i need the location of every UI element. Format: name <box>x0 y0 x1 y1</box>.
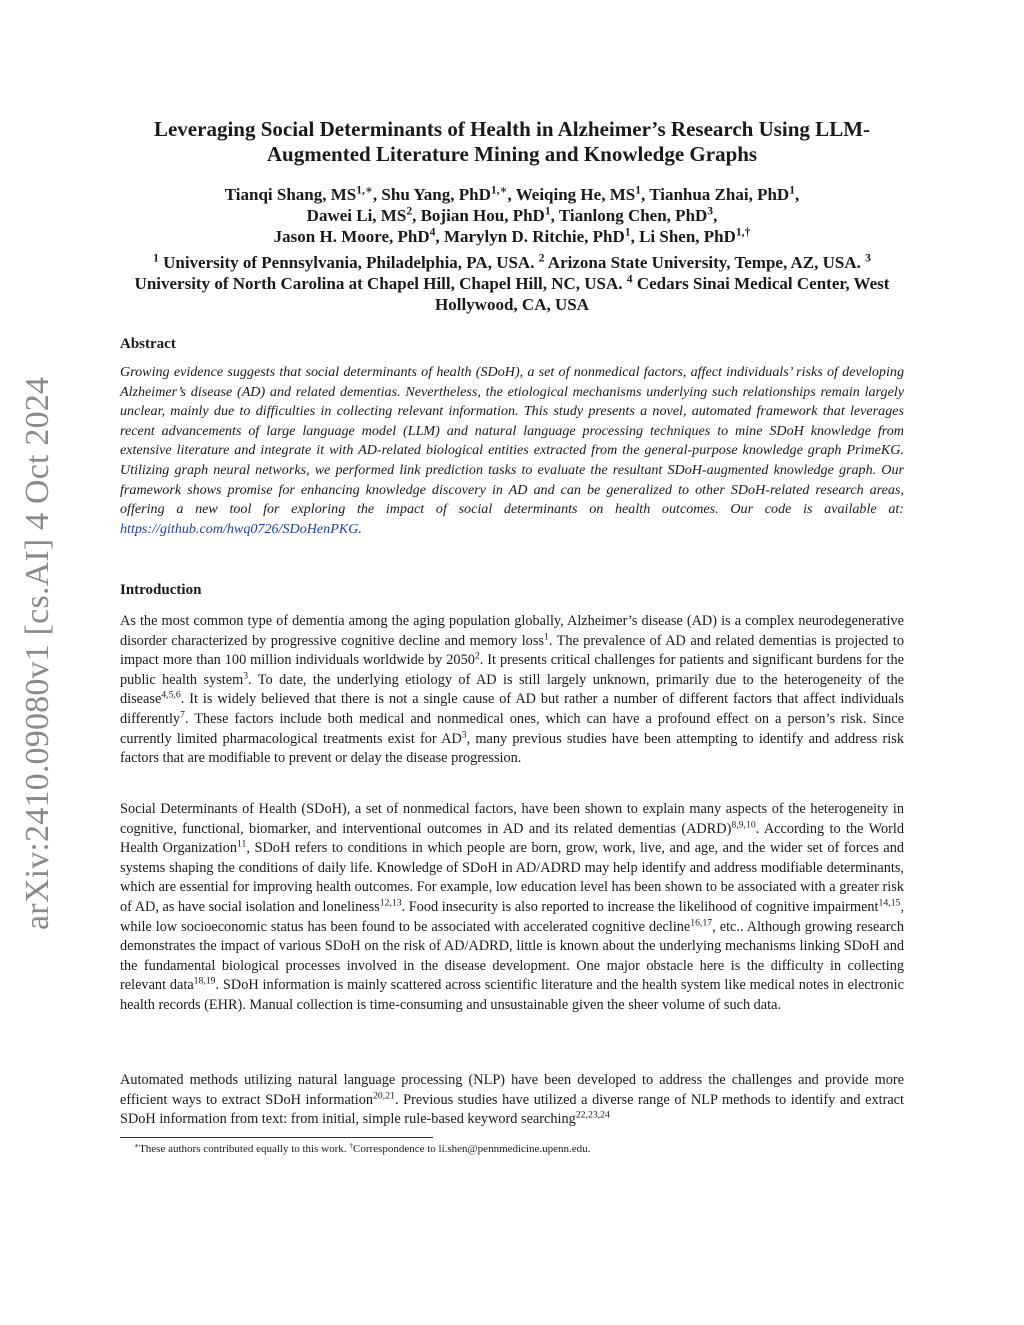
author-affiliation-mark: 1 <box>789 183 795 197</box>
citation-reference[interactable]: 1 <box>543 631 549 643</box>
author-name: Li Shen, PhD <box>639 227 736 246</box>
affiliation-number: 4 <box>626 272 633 286</box>
author-name: Bojian Hou, PhD <box>420 206 545 225</box>
author-affiliation-mark: 1 <box>635 183 641 197</box>
paragraph-text: . SDoH information is mainly scattered across scientific literature and the health system like medical notes in electronic health records (EHR). Manual collection is time-consuming and unsustainable given the sheer volume of such data. <box>120 977 904 1013</box>
affiliation-text: University of North Carolina at Chapel Hill, Chapel Hill, NC, USA. <box>134 274 627 293</box>
author-affiliation-mark: 4 <box>429 225 436 239</box>
affiliation-text: Cedars Sinai Medical Center, West Hollywood, CA, USA <box>435 274 890 314</box>
citation-reference[interactable]: 2 <box>474 650 480 662</box>
affiliations <box>120 252 904 315</box>
paragraph-text: . It is widely believed that there is not a single cause of AD but rather a number of different factors that affect individuals differently <box>120 691 904 727</box>
author-name: Tianqi Shang, MS <box>224 185 357 204</box>
footnote-rule <box>120 1137 433 1138</box>
author-name: Weiqing He, MS <box>515 185 636 204</box>
paragraph-text: As the most common type of dementia among the aging population globally, Alzheimer’s disease (AD) is a complex neurodegenerative disorder characterized by progressive cognitive decline and memory loss <box>120 613 904 649</box>
citation-reference[interactable]: 4,5,6 <box>161 690 181 702</box>
abstract-heading: Abstract <box>120 336 176 352</box>
author-affiliation-mark: 2 <box>406 204 413 218</box>
citation-reference[interactable]: 14,15 <box>878 897 901 909</box>
code-repository-link[interactable]: https://github.com/hwq0726/SDoHenPKG <box>120 520 359 537</box>
abstract-period: . <box>358 520 362 537</box>
paragraph-text: . The prevalence of AD and related dementias is projected to impact more than 100 million individuals worldwide by 2050 <box>120 632 904 669</box>
paragraph-text: . To date, the underlying etiology of AD is still largely unknown, primarily due to the heterogeneity of the disease <box>120 671 904 708</box>
paper-title: Leveraging Social Determinants of Health in Alzheimer’s Research Using LLM-Augmented Literature Mining and Knowledge Graphs <box>153 117 871 166</box>
citation-reference[interactable]: 3 <box>461 729 467 741</box>
paragraph-text: , SDoH refers to conditions in which people are born, grow, work, live, and age, and the wider set of forces and systems shaping the conditions of daily life. Knowledge of SDoH in AD/ADRD may help identify and address modifiable determinants, which are essential for improving health outcomes. For example, low education level has been shown to be associated with a greater risk of AD, as have social isolation and loneliness <box>120 840 904 915</box>
paragraph-text: . It presents critical challenges for patients and significant burdens for the public health system <box>120 652 904 688</box>
author-affiliation-mark: 1 <box>544 204 551 218</box>
citation-reference[interactable]: 22,23,24 <box>575 1109 610 1121</box>
author-name: Tianhua Zhai, PhD <box>649 185 790 204</box>
author-name: Jason H. Moore, PhD <box>273 227 430 246</box>
intro-paragraph-2 <box>120 800 904 1016</box>
footnote-equal-contribution: These authors contributed equally to this work. <box>139 1143 347 1155</box>
citation-reference[interactable]: 12,13 <box>379 897 402 909</box>
citation-reference[interactable]: 18,19 <box>193 976 216 987</box>
citation-reference[interactable]: 16,17 <box>690 917 713 929</box>
footnote-mark-equal: ∗ <box>134 1140 140 1150</box>
paragraph-text: , while low socioeconomic status has been found to be associated with accelerated cognitive decline <box>120 898 904 935</box>
author-name: Dawei Li, MS <box>306 206 407 225</box>
intro-paragraph-3 <box>120 1071 904 1130</box>
paragraph-text: . These factors include both medical and nonmedical ones, which can have a profound effect on a person’s risk. Since currently limited pharmacological treatments exist for AD <box>120 710 904 747</box>
citation-reference[interactable]: 7 <box>180 709 185 721</box>
author-list: Tianqi Shang, $MS^{1,∗}$, Shu Yang, PhD$^{1,∗}$, Weiqing He, $MS^1$, Tianhua Zhai, PhD$^1$, Dawei Li, $MS^2$, Bojian Hou, PhD$^1$, Tianlong Chen, PhD$^3$, Jason H. Moore, PhD$^4$, Marylyn D. Ritchie, PhD$^1$, Li Shen, PhD$^{1,\dagger}$ <box>224 183 800 246</box>
citation-reference[interactable]: 8,9,10 <box>731 819 756 831</box>
affiliation-number: 1 <box>153 251 159 265</box>
author-name: Tianlong Chen, PhD <box>558 206 708 225</box>
paragraph-text: . Food insecurity is also reported to increase the likelihood of cognitive impairment <box>401 898 879 915</box>
author-affiliation-mark: 1,∗ <box>356 183 373 197</box>
citation-reference[interactable]: 11 <box>237 838 247 850</box>
footnote <box>134 1142 590 1156</box>
footnote-correspondence: Correspondence to li.shen@pennmedicine.upenn.edu. <box>353 1143 591 1155</box>
citation-reference[interactable]: 20,21 <box>373 1090 395 1102</box>
paragraph-text: . Previous studies have utilized a diverse range of NLP methods to identify and extract SDoH information from text: from initial, simple rule-based keyword searching <box>120 1091 904 1128</box>
paragraph-text: Social Determinants of Health (SDoH), a set of nonmedical factors, have been shown to explain many aspects of the heterogeneity in cognitive, functional, biomarker, and interventional outcomes in AD and its related dementias (ADRD) <box>120 801 904 837</box>
affiliation-text: University of Pennsylvania, Philadelphia, PA, USA. <box>158 253 539 272</box>
author-affiliation-mark: 1 <box>624 225 631 239</box>
abstract-body: Growing evidence suggests that social determinants of health (SDoH), a set of nonmedical factors, affect individuals’ risks of developing Alzheimer’s disease (AD) and related dementias. Nevertheless, the etiological mechanisms underlying such relationships remain largely unclear, mainly due to difficulties in collecting relevant information. This study presents a novel, automated framework that leverages recent advancements of large language model (LLM) and natural language processing techniques to mine SDoH knowledge from extensive literature and integrate it with AD-related biological entities extracted from the general-purpose knowledge graph PrimeKG. Utilizing graph neural networks, we performed link prediction tasks to evaluate the resultant SDoH-augmented knowledge graph. Our framework shows promise for enhancing knowledge discovery in AD and can be generalized to other SDoH-related research areas, offering a new tool for exploring the impact of social determinants on health outcomes. Our code is available at: <box>120 364 904 518</box>
affiliation-number: 2 <box>538 251 545 265</box>
footnote-mark-correspondence: † <box>349 1140 353 1150</box>
author-affiliation-mark: 1,∗ <box>490 183 508 197</box>
author-affiliation-mark: 1,† <box>735 225 751 239</box>
paragraph-text: , many previous studies have been attempting to identify and address risk factors that are modifiable to prevent or delay the disease progression. <box>120 730 904 767</box>
arxiv-identifier: arXiv:2410.09080v1 [cs.AI] 4 Oct 2024 <box>19 376 56 930</box>
citation-reference[interactable]: 3 <box>243 670 249 682</box>
paragraph-text: , etc.. Although growing research demonstrates the impact of various SDoH on the risk of AD/ADRD, little is known about the underlying mechanisms linking SDoH and the fundamental biological processes involved in the disease development. One major obstacle here is the difficulty in collecting relevant data <box>120 918 904 994</box>
introduction-heading: Introduction <box>120 582 202 598</box>
paragraph-text: Automated methods utilizing natural language processing (NLP) have been developed to address the challenges and provide more efficient ways to extract SDoH information <box>120 1072 904 1108</box>
abstract-text <box>120 363 904 539</box>
affiliation-number: 3 <box>865 251 871 265</box>
paragraph-text: . According to the World Health Organization <box>120 820 904 857</box>
author-name: Marylyn D. Ritchie, PhD <box>443 227 625 246</box>
author-name: Shu Yang, PhD <box>381 185 491 204</box>
author-affiliation-mark: 3 <box>707 204 714 218</box>
affiliation-text: Arizona State University, Tempe, AZ, USA. <box>544 253 866 272</box>
intro-paragraph-1 <box>120 612 904 769</box>
